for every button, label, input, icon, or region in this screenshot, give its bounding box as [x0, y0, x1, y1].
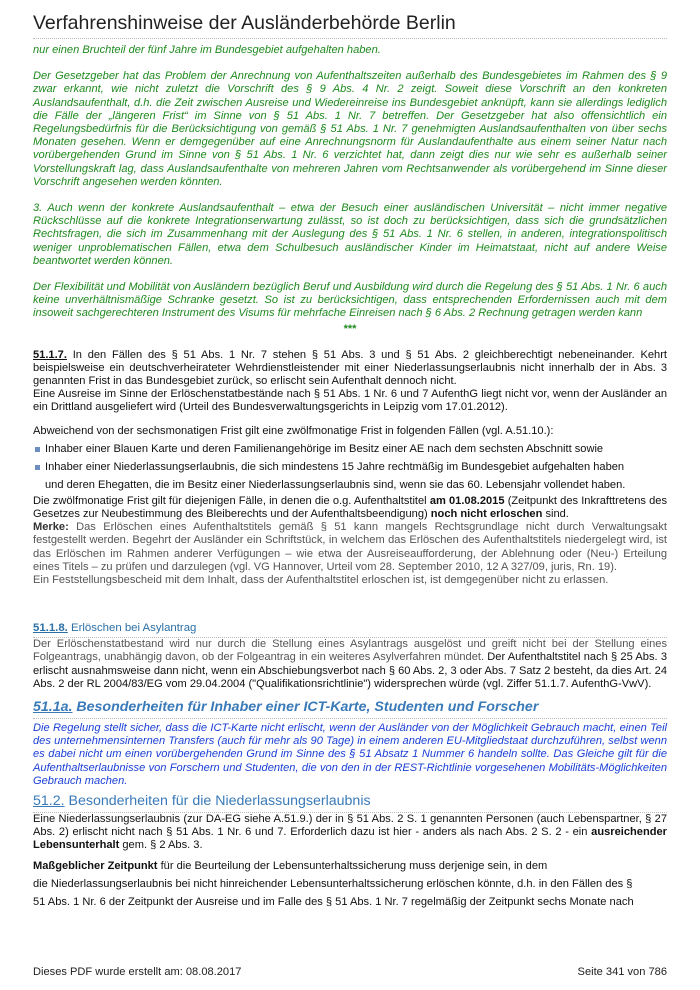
section-51-2-line-2: die Niederlassungserlaubnis bei nicht hinreichender Lebensunterhaltssicherung erlöschen könnte, d.h. in den Fällen des § [33, 877, 633, 890]
section-heading-51-1a [33, 699, 667, 719]
text-emphasis: Maßgeblicher Zeitpunkt [33, 859, 158, 872]
section-number-51-2[interactable]: 51.2. [33, 793, 65, 810]
section-51-2-paragraph-1 [33, 813, 667, 853]
section-heading-51-2 [33, 793, 667, 813]
section-51-1-7-paragraph-3: Abweichend von der sechsmonatigen Frist gilt eine zwölfmonatige Frist in folgenden Fällen (vgl. A.51.10.): [33, 424, 554, 437]
section-separator: *** [343, 322, 357, 335]
list-item-continuation [33, 476, 667, 494]
list-item-text: Inhaber einer Niederlassungserlaubnis, die sich mindestens 15 Jahre rechtmäßig im Bundesgebiet aufgehalten haben [45, 461, 625, 474]
bullet-list [33, 440, 667, 495]
section-51-1-7-paragraph-1 [33, 349, 667, 389]
section-title: Besonderheiten für Inhaber einer ICT-Karte, Studenten und Forscher [72, 699, 539, 715]
section-heading-51-1-8 [33, 622, 667, 638]
green-paragraph-2: Der Gesetzgeber hat das Problem der Anrechnung von Aufenthaltszeiten außerhalb des Bundesgebietes im Rahmen des § 9 zwar erkannt, wie nicht zuletzt die Vorschrift des § 9 Abs. 4 Nr. 2 zeigt. Soweit diese Vorschrift an den konkreten Auslandsaufenthalt, d.h. die Zeit zwischen Ausreise und Wiedereinreise ins Bundesgebiet anknüpft, kann sie allerdings lediglich die Fälle der „längeren Frist“ im Sinne von § 51 Abs. 1 Nr. 7 betreffen. Der Gesetzgeber hat also offensichtlich ein Regelungsbedürfnis für die Berücksichtigung von gemäß § 51 Abs. 1 Nr. 7 genehmigten Auslandsaufenthalten von über sechs Monaten gesehen. Wenn er demgegenüber auf eine Anrechnungsnorm für Auslandaufenthalte aus einem seiner Natur nach vorübergehenden Grund im Sinne von § 51 Abs. 1 Nr. 6 verzichtet hat, dann zeigt dies nur wie sehr es außerhalb seiner Vorstellungskraft lag, dass Auslandsaufenthalte von mehreren Jahren vom Rechtsanwender als vorübergehend im Sinne dieser Vorschrift angesehen werden könnten. [33, 70, 667, 188]
page-title: Verfahrenshinweise der Ausländerbehörde Berlin [33, 12, 456, 34]
section-number-51-1a[interactable]: 51.1a. [33, 699, 73, 715]
section-51-1-7-text: In den Fällen des § 51 Abs. 1 Nr. 7 stehen § 51 Abs. 3 und § 51 Abs. 2 gleichberechtigt nebeneinander. Kehrt beispielsweise ein deutschverheirateter Wehrdienstleistender mit einer Niederlassungserlaubnis nicht innerhalb der in Abs. 3 genannten Frist in das Bundesgebiet zurück, so erlischt sein Aufenthalt dennoch nicht. [33, 348, 667, 388]
text-span: gem. § 2 Abs. 3. [119, 839, 203, 852]
list-item-text: und deren Ehegatten, die im Besitz einer Niederlassungserlaubnis sind, wenn sie das 60. Lebensjahr vollendet haben. [45, 479, 626, 492]
text-span: Die zwölfmonatige Frist gilt für diejenigen Fälle, in denen die o.g. Aufenthaltstitel [33, 494, 430, 507]
list-item [33, 458, 667, 476]
green-paragraph-1: nur einen Bruchteil der fünf Jahre im Bundesgebiet aufgehalten haben. [33, 44, 381, 56]
bullet-square-icon [35, 447, 40, 452]
merke-text: Das Erlöschen eines Aufenthaltstitels gemäß § 51 kann mangels Rechtsgrundlage nicht durch Verwaltungsakt festgestellt werden. Begehrt der Ausländer ein Schriftstück, in welchem das Erlöschen des Aufenthaltstitels niedergelegt wird, ist das Erlöschen im Rahmen anderer Verfügungen – wie etwa der Ausreiseaufforderung, der Ablehnung oder (Neu-) Erteilung eines Titels – zu prüfen und darzulegen (vgl. VG Hannover, Urteil vom 28. September 2010, 12 A 327/09, juris, Rn. 19). [33, 521, 667, 573]
section-number-51-1-7: 51.1.7. [33, 348, 67, 361]
text-span: Der Erlöschenstatbestand wird nur durch die Stellung eines Asylantrags ausgelöst und greift nicht bei der Stellung eines Folgeantrags, unabhängig davon, ob der Folgeantrag in ein weiteres Asylverfahren mündet. [33, 638, 667, 664]
section-51-2-line-3: 51 Abs. 1 Nr. 6 der Zeitpunkt der Ausreise und im Falle des § 51 Abs. 1 Nr. 7 regelmäßig der Zeitpunkt sechs Monate nach [33, 896, 634, 909]
merke-label: Merke: [33, 521, 69, 534]
green-paragraph-4: Der Flexibilität und Mobilität von Ausländern bezüglich Beruf und Ausbildung wird durch die Regelung des § 51 Abs. 1 Nr. 6 auch keine unverhältnismäßige Schranke gesetzt. So ist zu berücksichtigen, dass entsprechenden Erfordernissen auch mit dem insoweit sachgerechteren Instrument des Visums für mehrfache Einreisen nach § 6 Abs. 2 Rechnung getragen werden kann [33, 281, 667, 320]
page-footer [33, 966, 667, 978]
text-span: für die Beurteilung der Lebensunterhaltssicherung muss derjenige sein, in dem [157, 859, 548, 872]
text-emphasis: ausreichender Lebensunterhalt [33, 826, 667, 852]
document-page [33, 10, 667, 912]
header-divider [33, 38, 667, 39]
section-51-1-7-paragraph-2: Eine Ausreise im Sinne der Erlöschenstatbestände nach § 51 Abs. 1 Nr. 6 und 7 AufenthG liegt nicht vor, wenn der Ausländer an ein Drittland ausgeliefert wird (Urteil des Bundesverwaltungsgerichts in Leipzig vom 17.01.2012). [33, 388, 667, 414]
section-title: Besonderheiten für die Niederlassungserlaubnis [64, 793, 371, 810]
section-51-1-7-paragraph-4 [33, 495, 667, 521]
section-51-1-8-paragraph [33, 638, 667, 691]
text-span: (Zeitpunkt des Inkrafttretens des Gesetzes zur Neubestimmung des Bleiberechts und der Aufenthaltsbeendigung) [33, 494, 668, 520]
list-item [33, 440, 667, 458]
list-item-text: Inhaber einer Blauen Karte und deren Familienangehörige im Besitz einer AE nach dem sechsten Abschnitt sowie [45, 442, 604, 455]
section-51-2-line-1 [33, 857, 667, 875]
section-51-1a-paragraph: Die Regelung stellt sicher, dass die ICT-Karte nicht erlischt, wenn der Ausländer von der Möglichkeit Gebrauch macht, einen Teil des unternehmensinternen Transfers (auch für mehr als 90 Tage) in einem anderen EU-Mitgliedstaat durchzuführen, selbst wenn es dabei nicht um einen vorübergehenden Grund im Sinne des § 51 Absatz 1 Nummer 6 handeln sollte. Das Gleiche gilt für die Aufenthaltserlaubnisse von Forschern und Studenten, die von den in der REST-Richtlinie vorgesehenen Mobilitäts-Möglichkeiten Gebrauch machen. [33, 722, 667, 787]
section-title: Erlöschen bei Asylantrag [67, 622, 197, 635]
section-number-51-1-8[interactable]: 51.1.8. [33, 622, 68, 635]
merke-note [33, 521, 667, 574]
text-span: Eine Niederlassungserlaubnis (zur DA-EG siehe A.51.9.) der in § 51 Abs. 2 S. 1 genannten Personen (auch Lebenspartner, § 27 Abs. 2) erlischt nicht nach § 51 Abs. 1 Nr. 6 und 7. Erforderlich dazu ist hier - anders als nach Abs. 2 S. 2 - ein [33, 813, 667, 839]
bullet-square-icon [35, 465, 40, 470]
date-emphasis: am 01.08.2015 [429, 494, 505, 507]
footer-page-number: Seite 341 von 786 [577, 966, 667, 978]
status-emphasis: noch nicht erloschen [430, 507, 543, 520]
text-span: Der Aufenthaltstitel nach § 25 Abs. 3 erlischt ausnahmsweise dann nicht, wenn ein Abschiebungsverbot nach § 60 Abs. 2, 3 oder Abs. 7 Satz 2 besteht, da dies Art. 24 Abs. 2 der RL 2004/83/EG vom 29.04.2004 ("Qualifikationsrichtlinie") widersprechen würde (vgl. Ziffer 51.1.7. AufenthG-VwV). [33, 651, 667, 690]
text-span: sind. [542, 507, 569, 520]
green-paragraph-3: 3. Auch wenn der konkrete Auslandsaufenthalt – etwa der Besuch einer ausländischen Universität – nicht immer negative Rückschlüsse auf die konkrete Integrationserwartung zulässt, so ist doch zu berücksichtigen, dass sich die grundsätzlichen Rechtsfragen, die sich im Zusammenhang mit der Auslegung des § 51 Abs. 1 Nr. 6 stellen, in anderen, integrationspolitisch weniger unproblematischen Fällen, etwa dem Schulbesuch ausländischer Kinder im Heimatstaat, nicht auf andere Weise beantwortet werden können. [33, 202, 667, 267]
footer-created-date: Dieses PDF wurde erstellt am: 08.08.2017 [33, 966, 242, 978]
section-51-1-7-paragraph-5: Ein Feststellungsbescheid mit dem Inhalt, dass der Aufenthaltstitel erloschen ist, ist demgegenüber nicht zu erlassen. [33, 573, 609, 586]
